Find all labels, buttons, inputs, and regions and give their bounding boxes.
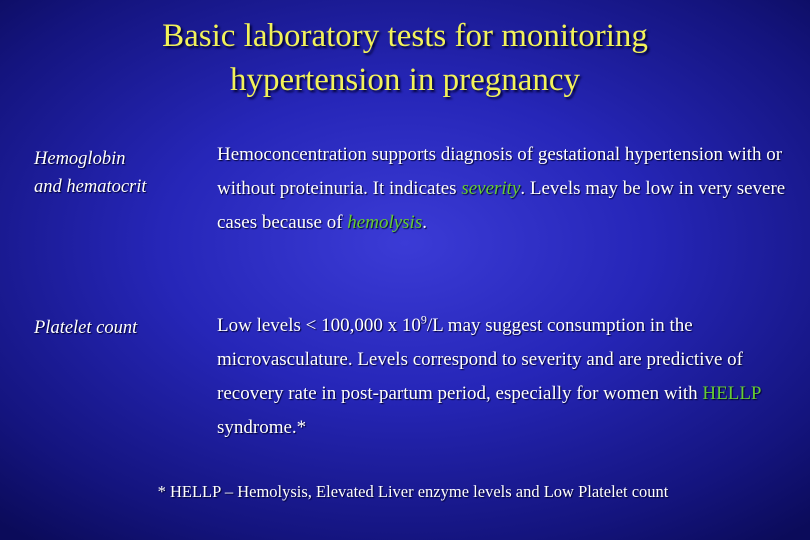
description-text: Low levels < 100,000 x 10 <box>217 315 421 336</box>
row-label-hemoglobin <box>34 145 147 201</box>
slide-title-line-2: hypertension in pregnancy <box>229 62 581 98</box>
slide-title <box>0 14 810 102</box>
description-text: Hemoconcentration supports diagnosis of gestational hypertension with or without proteinuria. It indicates <box>217 144 783 199</box>
slide-title-line-1: Basic laboratory tests for monitoring <box>162 18 648 54</box>
description-text: . Levels may be low in very severe cases because of <box>217 178 786 233</box>
superscript: 9 <box>420 312 427 327</box>
footnote: * HELLP – Hemolysis, Elevated Liver enzyme levels and Low Platelet count <box>157 482 669 501</box>
row-description-platelet <box>217 309 787 445</box>
description-text: . <box>422 212 427 233</box>
highlight-hemolysis: hemolysis <box>347 212 423 233</box>
description-text: /L may suggest consumption in the microvasculature. Levels correspond to severity and are predictive of recovery rate in post-partum period, especially for women with <box>217 315 743 404</box>
row-label-platelet <box>34 314 137 342</box>
row-label-text: Platelet count <box>34 318 138 338</box>
highlight-severity: severity <box>461 178 521 199</box>
row-description-hemoglobin <box>217 138 787 240</box>
row-label-line-1: Hemoglobin <box>34 149 126 169</box>
highlight-hellp: HELLP <box>702 383 761 404</box>
row-label-line-2: and hematocrit <box>34 177 147 197</box>
description-text: syndrome.* <box>217 417 307 438</box>
